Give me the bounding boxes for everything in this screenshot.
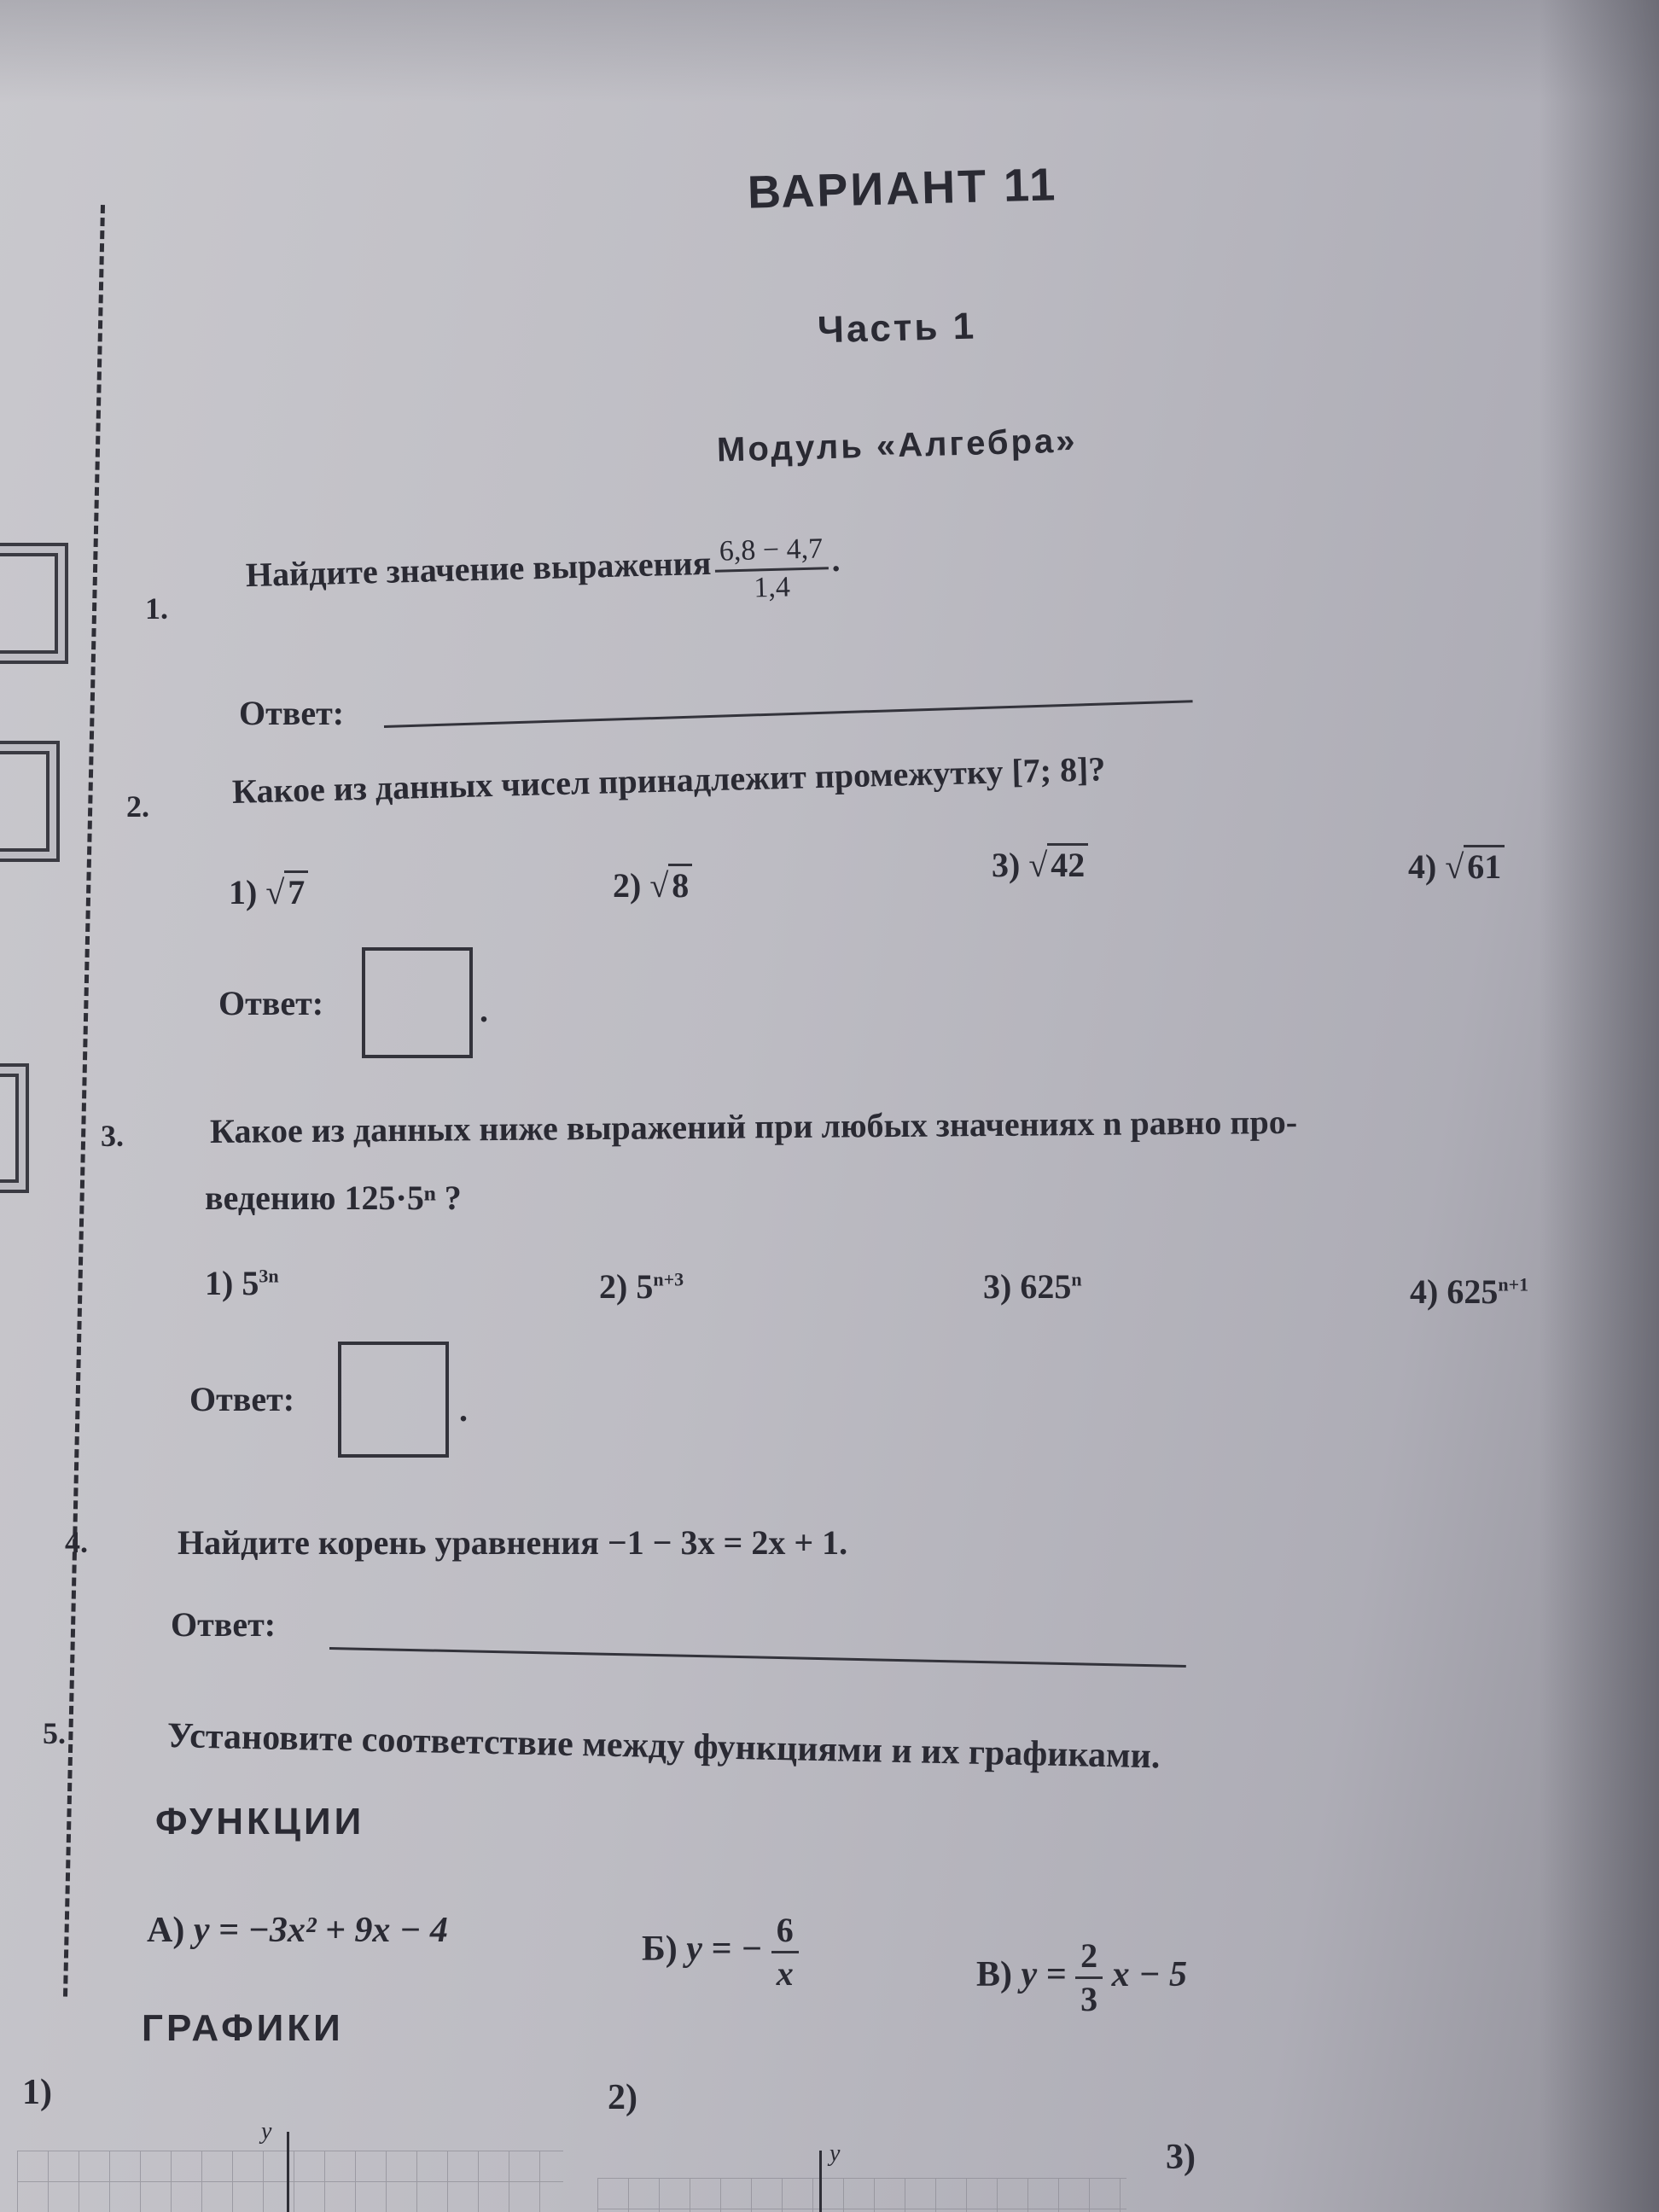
q2-option-2-label: 2) — [613, 866, 642, 905]
q1-fraction — [713, 532, 829, 607]
graph-3-label: 3) — [1166, 2138, 1196, 2177]
graph-1-grid — [17, 2151, 563, 2212]
q3-option-4-exp: n+1 — [1498, 1273, 1529, 1295]
q4-text: Найдите корень уравнения −1 − 3x = 2x + 1. — [178, 1523, 848, 1562]
q3-option-1-exp: 3n — [259, 1265, 279, 1287]
q2-option-2 — [613, 865, 692, 905]
q2-answer-dot: . — [480, 991, 488, 1029]
q3-text-line-1: Какое из данных ниже выражений при любых значениях n равно про- — [209, 1102, 1298, 1150]
q5-text: Установите соответствие между функциями и их графиками. — [166, 1716, 1161, 1777]
q3-option-2-label: 2) — [599, 1267, 628, 1306]
q3-option-1 — [205, 1263, 279, 1303]
module-title: Модуль «Алгебра» — [716, 422, 1078, 469]
functions-heading: ФУНКЦИИ — [155, 1801, 365, 1842]
q3-option-4-base: 625 — [1447, 1272, 1499, 1311]
q3-number: 3. — [101, 1119, 124, 1153]
q3-option-3 — [983, 1266, 1082, 1307]
function-c — [976, 1936, 1187, 2020]
graph-1-label: 1) — [22, 2073, 52, 2112]
cut-line — [63, 205, 105, 1997]
q2-answer-label: Ответ: — [218, 984, 324, 1022]
function-b-denominator: x — [776, 1954, 794, 1993]
q3-option-1-label: 1) — [205, 1264, 234, 1302]
q1-text: Найдите значение выражения — [245, 543, 712, 595]
q2-option-4-value: √ 61 — [1445, 847, 1505, 887]
q2-option-1 — [229, 872, 308, 912]
graphs-heading: ГРАФИКИ — [142, 2007, 344, 2049]
function-c-label: В) — [976, 1955, 1012, 1995]
function-c-numerator: 2 — [1075, 1936, 1103, 1979]
function-a-formula: y = −3x² + 9x − 4 — [193, 1911, 448, 1950]
q2-answer-box[interactable] — [362, 947, 473, 1058]
part-title: Часть 1 — [817, 305, 977, 352]
q5-number: 5. — [43, 1716, 66, 1750]
q4-answer-label: Ответ: — [171, 1605, 276, 1644]
function-c-fraction — [1075, 1936, 1103, 2020]
q3-answer-label: Ответ: — [189, 1380, 295, 1418]
top-shadow — [0, 0, 1659, 102]
q2-option-3-label: 3) — [992, 846, 1021, 884]
graph-1-y-axis — [287, 2132, 289, 2212]
q1-answer-line[interactable] — [384, 700, 1193, 728]
graph-2-y-axis — [819, 2151, 822, 2212]
q3-answer-dot: . — [459, 1390, 468, 1429]
q3-option-2-base: 5 — [636, 1267, 654, 1306]
graph-2-grid — [597, 2178, 1126, 2212]
q2-option-3 — [992, 845, 1088, 885]
side-answer-box-1 — [0, 553, 58, 654]
q4-answer-line[interactable] — [329, 1647, 1186, 1668]
q3-answer-box[interactable] — [338, 1342, 449, 1458]
q1-answer-label: Ответ: — [239, 694, 345, 732]
q2-number: 2. — [126, 789, 149, 824]
q3-option-3-label: 3) — [983, 1267, 1012, 1306]
q3-option-4-label: 4) — [1410, 1272, 1439, 1311]
function-c-lhs: y = — [1021, 1955, 1067, 1995]
function-b — [642, 1910, 799, 1994]
function-c-rhs: x − 5 — [1111, 1955, 1188, 1995]
graph-1-y-label: y — [261, 2118, 272, 2145]
q3-option-3-base: 625 — [1020, 1267, 1072, 1306]
variant-title: ВАРИАНТ 11 — [747, 159, 1058, 218]
q3-option-2 — [599, 1266, 684, 1307]
function-a-label: А) — [147, 1911, 185, 1950]
q1-tail: . — [830, 539, 841, 579]
q1-numerator: 6,8 − 4,7 — [713, 532, 828, 572]
q3-option-3-exp: n — [1071, 1268, 1082, 1290]
q1-denominator: 1,4 — [753, 571, 791, 604]
q3-option-2-exp: n+3 — [653, 1268, 684, 1290]
side-answer-box-2 — [0, 751, 49, 852]
q3-option-1-base: 5 — [242, 1264, 259, 1302]
function-b-label: Б) — [642, 1930, 678, 1970]
q2-text: Какое из данных чисел принадлежит промежутку [7; 8]? — [231, 749, 1106, 811]
q3-option-4 — [1410, 1272, 1528, 1312]
page-fold-shadow — [1540, 0, 1659, 2212]
q2-option-4 — [1408, 847, 1505, 887]
function-a — [147, 1910, 448, 1951]
function-b-fraction — [771, 1910, 799, 1994]
q4-number: 4. — [65, 1525, 88, 1559]
q2-option-1-value: √ 7 — [265, 872, 308, 912]
function-b-lhs: y = − — [686, 1930, 763, 1970]
q2-option-3-value: √ 42 — [1028, 845, 1088, 885]
q2-option-4-label: 4) — [1408, 847, 1437, 886]
graph-2-y-label: y — [830, 2140, 841, 2167]
q2-option-1-label: 1) — [229, 873, 258, 911]
graph-2-label: 2) — [608, 2078, 637, 2117]
q2-option-2-value: √ 8 — [649, 865, 692, 905]
function-b-numerator: 6 — [771, 1910, 799, 1953]
function-c-denominator: 3 — [1080, 1980, 1098, 2018]
q1-statement — [245, 532, 841, 620]
q1-number: 1. — [145, 591, 168, 626]
side-answer-box-3 — [0, 1074, 19, 1183]
q3-text-line-2: ведению 125·5ⁿ ? — [205, 1179, 462, 1217]
